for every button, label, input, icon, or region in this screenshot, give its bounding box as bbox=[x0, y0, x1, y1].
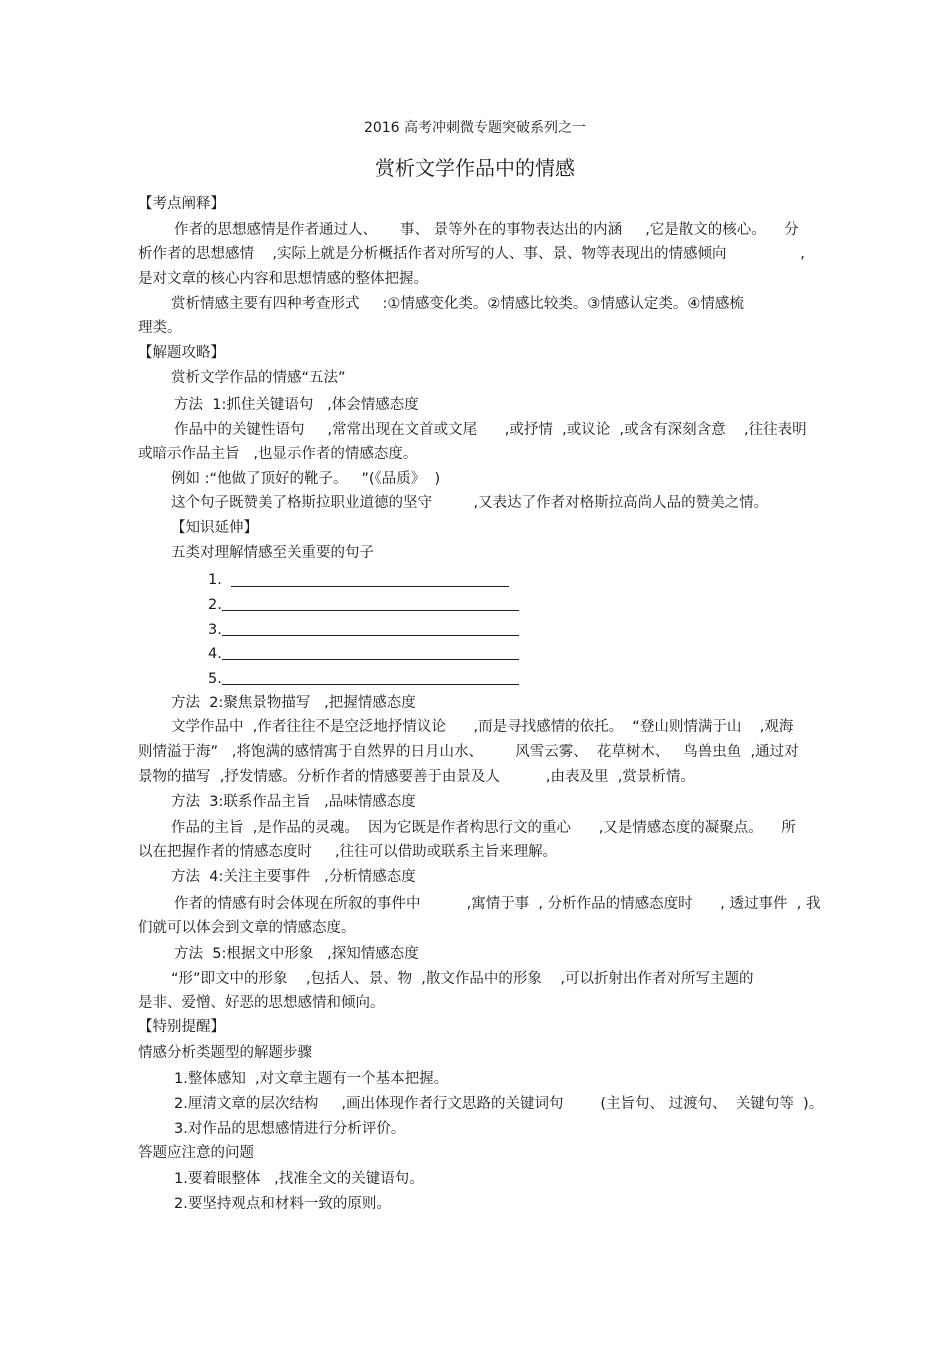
blank-item-number: 4. bbox=[208, 646, 222, 662]
method-heading: 方法 1:抓住关键语句 ,体会情感态度 bbox=[174, 397, 419, 413]
paragraph-line: 作者的思想感情是作者通过人、 事、 景等外在的事物表达出的内涵 ,它是散文的核心。 分 bbox=[174, 222, 799, 238]
paragraph-line: 景物的描写 ,抒发情感。分析作者的情感要善于由景及人 ,由表及里 ,赏景析情。 bbox=[138, 769, 695, 785]
subheading: 答题应注意的问题 bbox=[138, 1145, 254, 1161]
paragraph-line: 是对文章的核心内容和思想情感的整体把握。 bbox=[138, 271, 428, 287]
note-item: 1.要着眼整体 ,找准全文的关键语句。 bbox=[174, 1171, 424, 1187]
paragraph-line: 或暗示作品主旨 ,也显示作者的情感态度。 bbox=[138, 446, 418, 462]
paragraph-line: 五类对理解情感至关重要的句子 bbox=[171, 545, 374, 561]
paragraph-line: 文学作品中 ,作者往往不是空泛地抒情议论 ,而是寻找感情的依托。 “登山则情满于山 ,观海 bbox=[171, 719, 794, 735]
blank-item-number: 2. bbox=[208, 597, 222, 613]
fill-blank-line bbox=[222, 659, 519, 660]
section-heading-tebie: 【特别提醒】 bbox=[138, 1019, 225, 1035]
paragraph-line: 则情溢于海” ,将饱满的感情寓于自然界的日月山水、 风雪云雾、 花草树木、 鸟兽虫鱼 ,通过对 bbox=[138, 744, 799, 760]
method-heading: 方法 2:聚焦景物描写 ,把握情感态度 bbox=[171, 695, 416, 711]
step-item: 1.整体感知 ,对文章主题有一个基本把握。 bbox=[174, 1071, 449, 1087]
method-heading: 方法 5:根据文中形象 ,探知情感态度 bbox=[174, 946, 419, 962]
paragraph-line: 作品的主旨 ,是作品的灵魂。 因为它既是作者构思行文的重心 ,又是情感态度的凝聚点。 所 bbox=[171, 820, 796, 836]
fill-blank-line bbox=[222, 610, 519, 611]
fill-blank-line bbox=[231, 586, 509, 587]
series-subtitle: 2016 高考冲刺微专题突破系列之一 bbox=[363, 120, 587, 136]
example-line: 例如 :“他做了顶好的靴子。 ”(《品质》 ) bbox=[171, 471, 441, 487]
paragraph-line: 理类。 bbox=[138, 320, 182, 336]
paragraph-line: “形”即文中的形象 ,包括人、景、物 ,散文作品中的形象 ,可以折射出作者对所写主题的 bbox=[171, 971, 754, 987]
section-heading-jieti: 【解题攻略】 bbox=[138, 345, 225, 361]
fill-blank-line bbox=[222, 684, 519, 685]
section-heading-zhishi: 【知识延伸】 bbox=[171, 520, 258, 536]
step-item: 3.对作品的思想感情进行分析评价。 bbox=[174, 1121, 406, 1137]
page-title: 赏析文学作品中的情感 bbox=[375, 156, 575, 180]
paragraph-line: 赏析文学作品的情感“五法” bbox=[171, 370, 346, 386]
method-heading: 方法 4:关注主要事件 ,分析情感态度 bbox=[171, 869, 416, 885]
blank-item-number: 1. bbox=[208, 572, 222, 588]
section-heading-kaodian: 【考点阐释】 bbox=[138, 196, 225, 212]
paragraph-line: 以在把握作者的情感态度时 ,往往可以借助或联系主旨来理解。 bbox=[138, 844, 558, 860]
paragraph-line: 析作者的思想感情 ,实际上就是分析概括作者对所写的人、事、景、物等表现出的情感倾向 , bbox=[138, 246, 805, 262]
paragraph-line: 作者的情感有时会体现在所叙的事件中 ,寓情于事 , 分析作品的情感态度时 , 透过事件 , 我 bbox=[174, 896, 821, 912]
fill-blank-line bbox=[222, 635, 519, 636]
subheading: 情感分析类题型的解题步骤 bbox=[138, 1045, 312, 1061]
note-item: 2.要坚持观点和材料一致的原则。 bbox=[174, 1196, 391, 1212]
method-heading: 方法 3:联系作品主旨 ,品味情感态度 bbox=[171, 794, 416, 810]
paragraph-line: 们就可以体会到文章的情感态度。 bbox=[138, 920, 356, 936]
blank-item-number: 5. bbox=[208, 671, 222, 687]
step-item: 2.厘清文章的层次结构 ,画出体现作者行文思路的关键词句 (主旨句、 过渡句、 关键句等 )。 bbox=[174, 1096, 824, 1112]
paragraph-line: 是非、爱憎、好恶的思想感情和倾向。 bbox=[138, 995, 385, 1011]
paragraph-line: 这个句子既赞美了格斯拉职业道德的坚守 ,又表达了作者对格斯拉高尚人品的赞美之情。 bbox=[171, 495, 769, 511]
blank-item-number: 3. bbox=[208, 622, 222, 638]
paragraph-line: 赏析情感主要有四种考查形式 :①情感变化类。②情感比较类。③情感认定类。④情感梳 bbox=[171, 296, 744, 312]
paragraph-line: 作品中的关键性语句 ,常常出现在文首或文尾 ,或抒情 ,或议论 ,或含有深刻含意 ,往往表明 bbox=[174, 422, 807, 438]
